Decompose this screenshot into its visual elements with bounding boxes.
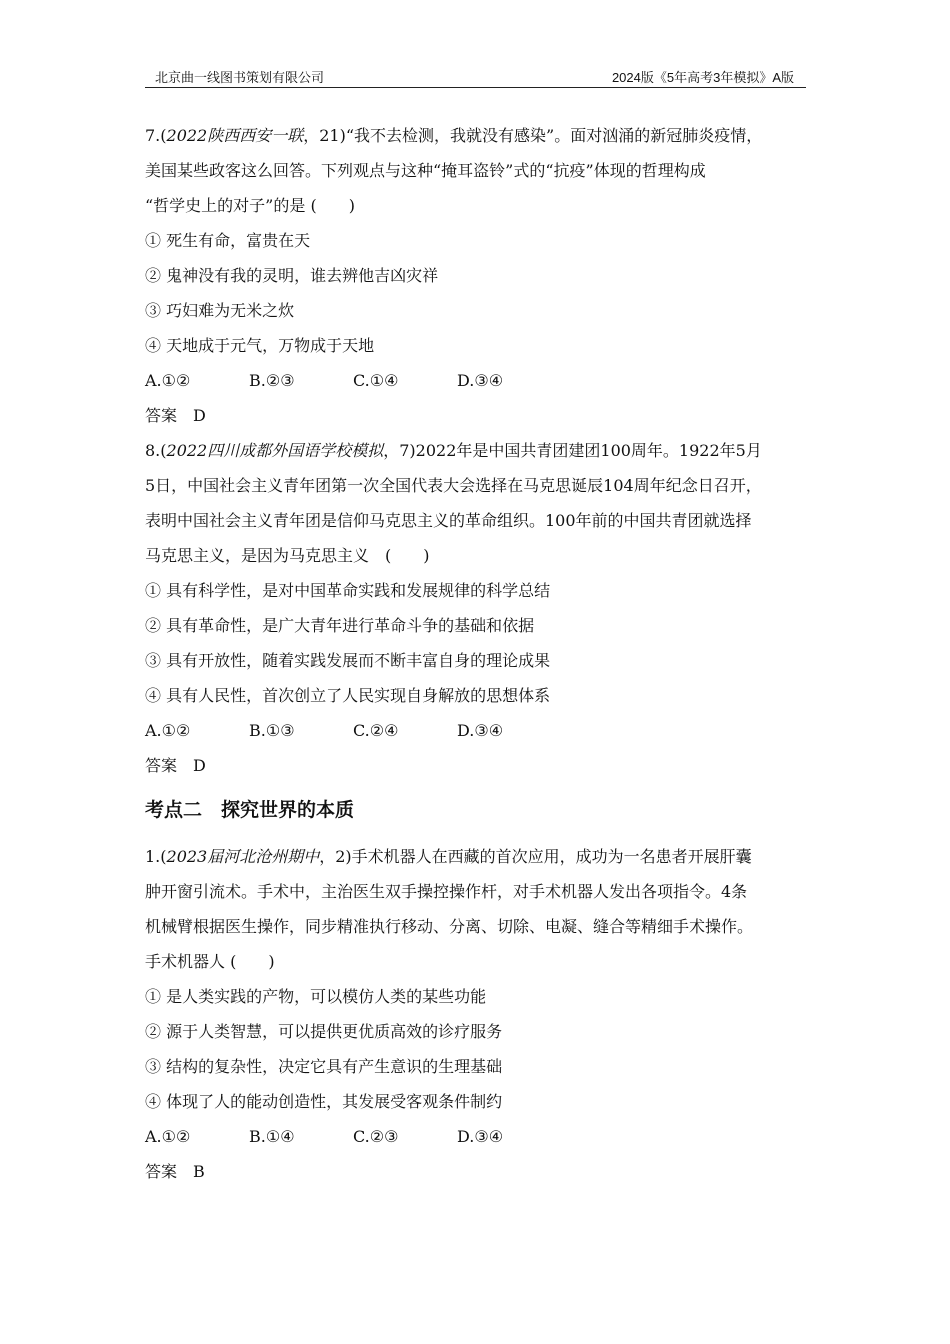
statement-item: ① 是人类实践的产物，可以模仿人类的某些功能 [145, 987, 487, 1006]
question-stem-line: 机械臂根据医生操作，同步精准执行移动、分离、切除、电凝、缝合等精细手术操作。 [145, 917, 754, 936]
page-header [145, 67, 806, 88]
question-1 [145, 839, 810, 1189]
question-stem-line: 肿开窗引流术。手术中，主治医生双手操控操作杆，对手术机器人发出各项指令。4条 [145, 882, 748, 901]
question-stem-line: 1.(2023届河北沧州期中，2)手术机器人在西藏的首次应用，成功为一名患者开展肝囊 [145, 847, 752, 866]
question-8 [145, 433, 810, 783]
question-stem-line: 马克思主义，是因为马克思主义 ( ) [145, 546, 430, 565]
header-book-title: 2024版《5年高考3年模拟》A版 [611, 70, 794, 85]
statement-item: ④ 天地成于元气，万物成于天地 [145, 336, 375, 355]
section-heading: 考点二 探究世界的本质 [145, 799, 355, 821]
option-d: D.③④ [457, 371, 504, 390]
question-source: 2022陕西西安一联 [166, 126, 304, 145]
statement-item: ③ 巧妇难为无米之炊 [145, 301, 295, 320]
statement-item: ② 具有革命性，是广大青年进行革命斗争的基础和依据 [145, 616, 535, 635]
option-c: C.②③ [353, 1127, 399, 1146]
page-content [145, 118, 810, 1189]
question-stem-line: 7.(2022陕西西安一联，21)“我不去检测，我就没有感染”。面对汹涌的新冠肺炎疫情， [145, 126, 763, 145]
option-c: C.①④ [353, 371, 399, 390]
answer-key: 答案 B [145, 1162, 205, 1181]
answer-key: 答案 D [145, 406, 206, 425]
question-source: 2022四川成都外国语学校模拟 [166, 441, 384, 460]
option-a: A.①② [145, 1127, 191, 1146]
statement-item: ① 具有科学性，是对中国革命实践和发展规律的科学总结 [145, 581, 551, 600]
option-d: D.③④ [457, 1127, 504, 1146]
question-7 [145, 118, 810, 433]
option-d: D.③④ [457, 721, 504, 740]
question-source: 2023届河北沧州期中 [166, 847, 320, 866]
question-stem-line: 表明中国社会主义青年团是信仰马克思主义的革命组织。100年前的中国共青团就选择 [145, 511, 752, 530]
question-stem-line: “哲学史上的对子”的是 ( ) [145, 196, 355, 215]
statement-item: ② 源于人类智慧，可以提供更优质高效的诊疗服务 [145, 1022, 503, 1041]
option-b: B.①③ [249, 721, 295, 740]
statement-item: ① 死生有命，富贵在天 [145, 231, 311, 250]
answer-key: 答案 D [145, 756, 206, 775]
statement-item: ③ 具有开放性，随着实践发展而不断丰富自身的理论成果 [145, 651, 551, 670]
question-stem-line: 美国某些政客这么回答。下列观点与这种“掩耳盗铃”式的“抗疫”体现的哲理构成 [145, 161, 706, 180]
statement-item: ② 鬼神没有我的灵明，谁去辨他吉凶灾祥 [145, 266, 439, 285]
option-a: A.①② [145, 721, 191, 740]
header-publisher: 北京曲一线图书策划有限公司 [155, 70, 325, 85]
question-stem-line: 8.(2022四川成都外国语学校模拟，7)2022年是中国共青团建团100周年。1922年5月 [145, 441, 762, 460]
statement-item: ④ 具有人民性，首次创立了人民实现自身解放的思想体系 [145, 686, 551, 705]
option-b: B.①④ [249, 1127, 295, 1146]
option-a: A.①② [145, 371, 191, 390]
answer-options [145, 713, 810, 748]
question-stem-line: 5日，中国社会主义青年团第一次全国代表大会选择在马克思诞辰104周年纪念日召开， [145, 476, 762, 495]
statement-item: ③ 结构的复杂性，决定它具有产生意识的生理基础 [145, 1057, 503, 1076]
question-stem-line: 手术机器人 ( ) [145, 952, 275, 971]
answer-options [145, 1119, 810, 1154]
statement-item: ④ 体现了人的能动创造性，其发展受客观条件制约 [145, 1092, 503, 1111]
answer-options [145, 363, 810, 398]
option-b: B.②③ [249, 371, 295, 390]
option-c: C.②④ [353, 721, 399, 740]
